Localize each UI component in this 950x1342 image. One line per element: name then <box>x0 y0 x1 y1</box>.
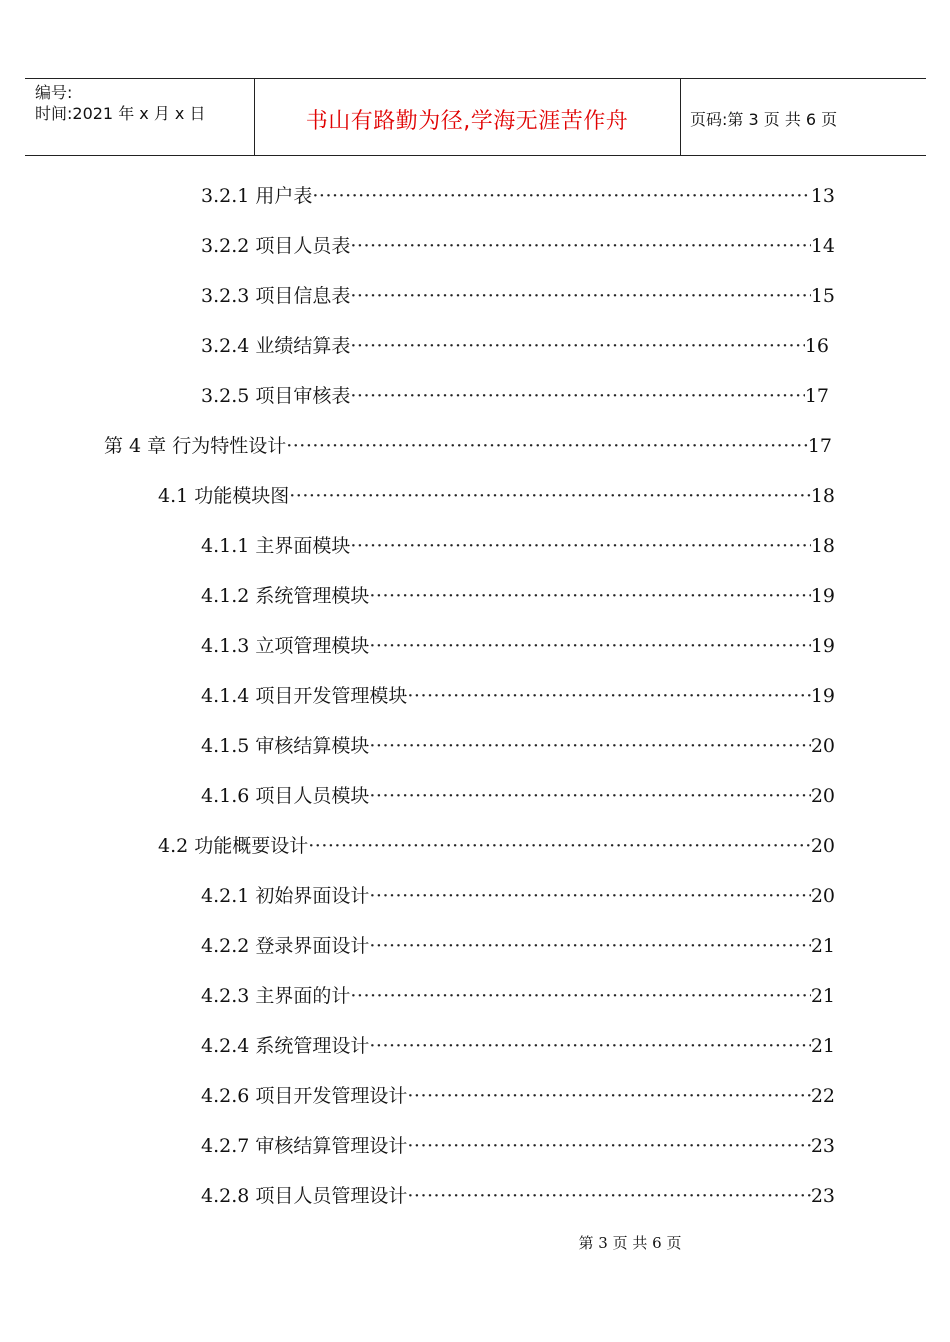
toc-entry-page: 20 <box>810 885 835 907</box>
toc-entry-title: 4.1.1 主界面模块 <box>201 535 351 557</box>
toc-leader-dots <box>350 383 804 409</box>
toc-entry-page: 17 <box>807 435 832 457</box>
toc-entry[interactable] <box>201 783 835 809</box>
toc-leader-dots <box>350 283 810 309</box>
time-label: 时间:2021 年 x 月 x 日 <box>35 104 206 123</box>
header-divider-right <box>680 78 681 156</box>
toc-entry-page: 22 <box>810 1085 835 1107</box>
toc-entry[interactable] <box>201 633 835 659</box>
toc-entry-title: 4.2.6 项目开发管理设计 <box>201 1085 408 1107</box>
toc-entry[interactable] <box>201 1083 835 1109</box>
toc-entry-title: 4.2.2 登录界面设计 <box>201 935 370 957</box>
toc-entry-title: 4.2.4 系统管理设计 <box>201 1035 370 1057</box>
toc-entry-title: 4.1.6 项目人员模块 <box>201 785 370 807</box>
toc-entry-page: 13 <box>810 185 835 207</box>
toc-entry-page: 19 <box>810 685 835 707</box>
toc-entry-title: 3.2.5 项目审核表 <box>201 385 351 407</box>
serial-label: 编号: <box>35 83 73 102</box>
toc-leader-dots <box>369 933 810 959</box>
toc-entry-title: 4.2.8 项目人员管理设计 <box>201 1185 408 1207</box>
toc-entry-title: 4.2.3 主界面的计 <box>201 985 351 1007</box>
toc-entry-title: 4.1.3 立项管理模块 <box>201 635 370 657</box>
toc-entry[interactable] <box>201 1033 835 1059</box>
toc-leader-dots <box>369 1033 810 1059</box>
toc-chapter[interactable] <box>104 433 832 459</box>
toc-section[interactable] <box>158 483 835 509</box>
toc-leader-dots <box>407 1133 810 1159</box>
header-top-rule <box>25 78 926 79</box>
toc-entry-page: 23 <box>810 1185 835 1207</box>
toc-entry-page: 16 <box>804 335 829 357</box>
toc-entry-title: 4.2.1 初始界面设计 <box>201 885 370 907</box>
toc-entry[interactable] <box>201 283 835 309</box>
header-page-number: 页码:第 3 页 共 6 页 <box>690 110 838 129</box>
toc-entry-title: 3.2.4 业绩结算表 <box>201 335 351 357</box>
toc-entry-title: 4.1.2 系统管理模块 <box>201 585 370 607</box>
toc-entry[interactable] <box>201 183 835 209</box>
toc-entry-title: 3.2.1 用户表 <box>201 185 313 207</box>
toc-entry-page: 21 <box>810 935 835 957</box>
toc-entry[interactable] <box>201 383 829 409</box>
toc-leader-dots <box>350 333 804 359</box>
toc-leader-dots <box>369 583 810 609</box>
toc-leader-dots <box>286 433 808 459</box>
toc-entry-title: 4.1 功能模块图 <box>158 485 290 507</box>
toc-leader-dots <box>308 833 811 859</box>
toc-entry[interactable] <box>201 933 835 959</box>
toc-entry-title: 4.2 功能概要设计 <box>158 835 309 857</box>
toc-entry[interactable] <box>201 533 835 559</box>
toc-entry[interactable] <box>201 333 829 359</box>
toc-leader-dots <box>407 683 810 709</box>
toc-entry-page: 14 <box>810 235 835 257</box>
toc-entry-title: 4.1.5 审核结算模块 <box>201 735 370 757</box>
toc-entry[interactable] <box>201 883 835 909</box>
toc-entry-title: 3.2.2 项目人员表 <box>201 235 351 257</box>
toc-entry[interactable] <box>201 983 835 1009</box>
toc-entry-title: 4.2.7 审核结算管理设计 <box>201 1135 408 1157</box>
toc-entry[interactable] <box>201 683 835 709</box>
toc-leader-dots <box>407 1183 810 1209</box>
toc-entry[interactable] <box>201 733 835 759</box>
toc-leader-dots <box>350 233 810 259</box>
toc-leader-dots <box>369 733 810 759</box>
toc-entry-page: 21 <box>810 1035 835 1057</box>
toc-leader-dots <box>289 483 811 509</box>
toc-leader-dots <box>369 783 810 809</box>
toc-entry-title: 3.2.3 项目信息表 <box>201 285 351 307</box>
toc-entry-page: 20 <box>810 735 835 757</box>
toc-leader-dots <box>312 183 810 209</box>
toc-entry-page: 18 <box>810 485 835 507</box>
toc-entry-page: 15 <box>810 285 835 307</box>
toc-entry[interactable] <box>201 1183 835 1209</box>
header-meta <box>35 82 205 124</box>
toc-entry-title: 4.1.4 项目开发管理模块 <box>201 685 408 707</box>
toc-leader-dots <box>407 1083 810 1109</box>
toc-leader-dots <box>350 533 810 559</box>
toc-leader-dots <box>369 633 810 659</box>
toc-entry-page: 21 <box>810 985 835 1007</box>
toc-entry-page: 23 <box>810 1135 835 1157</box>
toc-section[interactable] <box>158 833 835 859</box>
toc-entry-page: 20 <box>810 785 835 807</box>
toc-entry-title: 第 4 章 行为特性设计 <box>104 435 287 457</box>
toc-entry[interactable] <box>201 233 835 259</box>
toc-entry-page: 20 <box>810 835 835 857</box>
toc-leader-dots <box>369 883 810 909</box>
header-motto: 书山有路勤为径,学海无涯苦作舟 <box>305 109 629 134</box>
toc-entry[interactable] <box>201 1133 835 1159</box>
header-bottom-rule <box>25 155 926 156</box>
toc-entry-page: 19 <box>810 635 835 657</box>
toc-entry[interactable] <box>201 583 835 609</box>
toc-leader-dots <box>350 983 810 1009</box>
toc-entry-page: 18 <box>810 535 835 557</box>
toc-entry-page: 17 <box>804 385 829 407</box>
toc-entry-page: 19 <box>810 585 835 607</box>
page-footer: 第 3 页 共 6 页 <box>578 1234 682 1252</box>
